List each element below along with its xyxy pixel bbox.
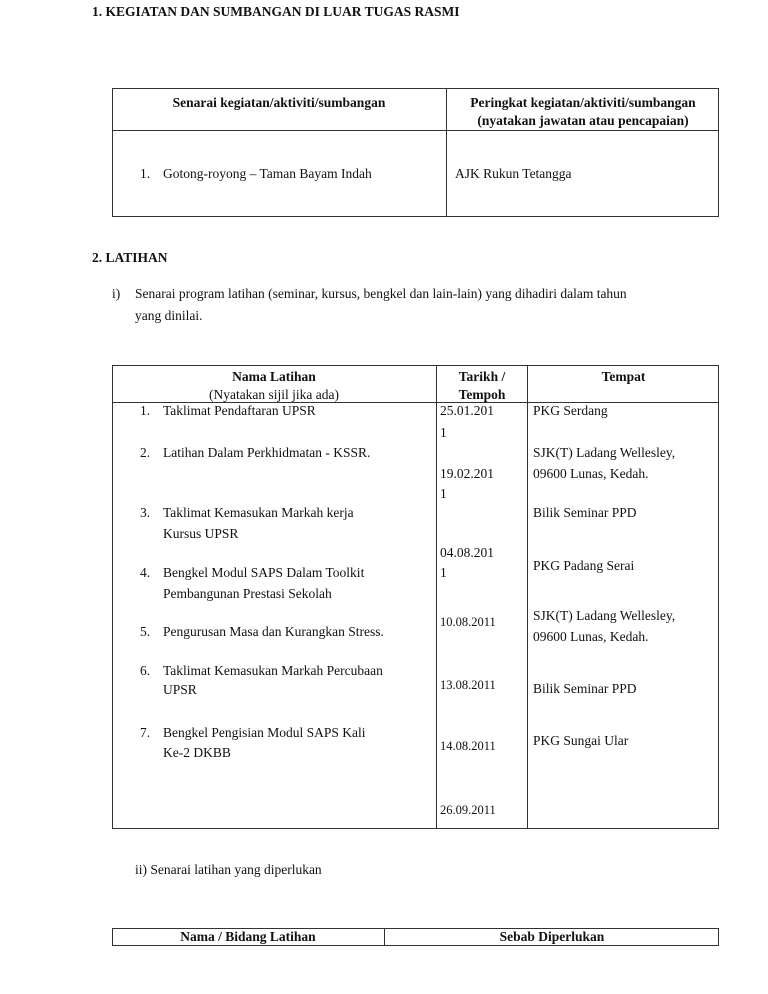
header-place: Tempat [601, 369, 646, 384]
item-number: 5. [140, 624, 151, 639]
training-date: 10.08.2011 [440, 615, 496, 629]
header-reason: Sebab Diperlukan [499, 929, 605, 944]
training-date: 13.08.2011 [440, 678, 496, 692]
training-place-cont: 09600 Lunas, Kedah. [533, 466, 649, 481]
header-training-name-note: (Nyatakan sijil jika ada) [208, 387, 340, 402]
part1-text-cont: yang dinilai. [135, 308, 203, 323]
row-number: 1. [140, 166, 151, 181]
training-name: Bengkel Pengisian Modul SAPS Kali [163, 725, 366, 740]
training-place-cont: 09600 Lunas, Kedah. [533, 629, 649, 644]
item-number: 6. [140, 663, 151, 678]
header-activity-level: Peringkat kegiatan/aktiviti/sumbangan [470, 95, 696, 110]
part1-label: i) [112, 286, 121, 301]
training-place: Bilik Seminar PPD [533, 505, 637, 520]
section2-heading: 2. LATIHAN [92, 250, 168, 265]
training-place: PKG Padang Serai [533, 558, 635, 573]
training-place: PKG Serdang [533, 403, 608, 418]
item-number: 2. [140, 445, 151, 460]
item-number: 1. [140, 403, 151, 418]
training-name: Pengurusan Masa dan Kurangkan Stress. [163, 624, 384, 639]
header-duration: Tempoh [458, 387, 506, 402]
training-name-cont: UPSR [163, 682, 197, 697]
header-activity-list: Senarai kegiatan/aktiviti/sumbangan [172, 95, 386, 110]
item-number: 3. [140, 505, 151, 520]
training-name: Taklimat Pendaftaran UPSR [163, 403, 316, 418]
item-number: 7. [140, 725, 151, 740]
training-place: SJK(T) Ladang Wellesley, [533, 608, 676, 623]
training-date-cont: 1 [440, 565, 447, 580]
training-place: SJK(T) Ladang Wellesley, [533, 445, 676, 460]
table-divider [527, 365, 528, 829]
training-place: PKG Sungai Ular [533, 733, 629, 748]
part1-text: Senarai program latihan (seminar, kursus, bengkel dan lain-lain) yang dihadiri dalam tahun [135, 286, 627, 301]
training-name: Latihan Dalam Perkhidmatan - KSSR. [163, 445, 371, 460]
training-name-cont: Kursus UPSR [163, 526, 239, 541]
training-date: 26.09.2011 [440, 803, 496, 817]
training-name: Taklimat Kemasukan Markah kerja [163, 505, 354, 520]
training-name-cont: Pembangunan Prestasi Sekolah [163, 586, 332, 601]
training-name: Taklimat Kemasukan Markah Percubaan [163, 663, 383, 678]
training-date: 25.01.201 [440, 403, 494, 418]
training-date: 04.08.201 [440, 545, 494, 560]
training-date-cont: 1 [440, 486, 447, 501]
section1-heading: 1. KEGIATAN DAN SUMBANGAN DI LUAR TUGAS RASMI [92, 4, 460, 19]
header-activity-level-note: (nyatakan jawatan atau pencapaian) [477, 113, 689, 128]
training-date: 14.08.2011 [440, 739, 496, 753]
table-divider [436, 365, 437, 829]
header-date: Tarikh / [458, 369, 506, 384]
training-place: Bilik Seminar PPD [533, 681, 637, 696]
header-required-training-name: Nama / Bidang Latihan [180, 929, 316, 944]
item-number: 4. [140, 565, 151, 580]
part2-label: ii) Senarai latihan yang diperlukan [135, 862, 322, 877]
activity-level: AJK Rukun Tetangga [455, 166, 572, 181]
table-divider [112, 130, 719, 131]
header-training-name: Nama Latihan [232, 369, 316, 384]
training-date-cont: 1 [440, 425, 447, 440]
activity-name: Gotong-royong – Taman Bayam Indah [163, 166, 372, 181]
training-name: Bengkel Modul SAPS Dalam Toolkit [163, 565, 365, 580]
training-date: 19.02.201 [440, 466, 494, 481]
training-name-cont: Ke-2 DKBB [163, 745, 231, 760]
